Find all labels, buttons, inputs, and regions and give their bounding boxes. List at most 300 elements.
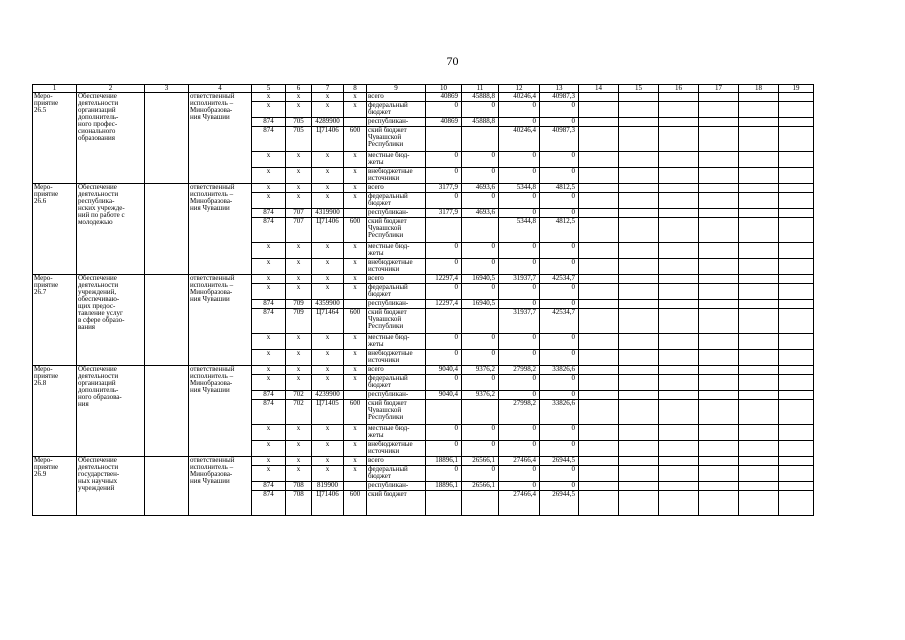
empty-cell xyxy=(619,275,659,284)
grbs-code: x xyxy=(252,193,286,209)
expense-type-code: x xyxy=(344,457,367,466)
empty-cell xyxy=(659,218,699,243)
section-code: 709 xyxy=(286,300,312,309)
empty-cell xyxy=(699,441,739,457)
grbs-code: 874 xyxy=(252,118,286,127)
value-cell: 4693,6 xyxy=(462,209,499,218)
empty-cell xyxy=(619,102,659,118)
value-cell: 45888,8 xyxy=(462,93,499,102)
empty-cell xyxy=(779,400,814,425)
value-cell: 0 xyxy=(462,425,499,441)
value-cell: 42534,7 xyxy=(540,275,579,284)
empty-cell xyxy=(739,334,779,350)
value-cell: 0 xyxy=(499,482,540,491)
grbs-code: x xyxy=(252,466,286,482)
target-item-code: Ц71406 xyxy=(312,491,344,516)
empty-cell xyxy=(779,309,814,334)
column-header: 4 xyxy=(189,85,252,93)
target-item-code: x xyxy=(312,243,344,259)
table-row xyxy=(33,275,814,284)
measure-name: Обеспечение деятельности организаций дополнитель- ного профес- сионального образования xyxy=(77,93,145,184)
expense-type-code: 600 xyxy=(344,218,367,243)
value-cell: 27466,4 xyxy=(499,491,540,516)
funding-source: всего xyxy=(367,93,426,102)
expense-type-code: 600 xyxy=(344,491,367,516)
budget-table xyxy=(32,84,814,516)
value-cell: 40987,3 xyxy=(540,93,579,102)
target-item-code: x xyxy=(312,168,344,184)
empty-cell xyxy=(739,350,779,366)
grbs-code: x xyxy=(252,168,286,184)
empty-cell xyxy=(699,193,739,209)
section-code: 707 xyxy=(286,209,312,218)
measure-name: Обеспечение деятельности республика- нских учрежде- ний по работе с молодежью xyxy=(77,184,145,275)
empty-cell xyxy=(659,193,699,209)
value-cell: 0 xyxy=(426,375,462,391)
value-cell: 26566,1 xyxy=(462,457,499,466)
value-cell: 0 xyxy=(462,350,499,366)
empty-cell xyxy=(619,334,659,350)
column-header: 13 xyxy=(540,85,579,93)
empty-cell xyxy=(779,350,814,366)
empty-cell xyxy=(739,400,779,425)
value-cell: 0 xyxy=(540,375,579,391)
target-item-code: x xyxy=(312,375,344,391)
empty-cell xyxy=(739,152,779,168)
value-cell: 0 xyxy=(499,284,540,300)
column-header: 14 xyxy=(579,85,619,93)
expense-type-code: x xyxy=(344,259,367,275)
table-row xyxy=(33,366,814,375)
section-code: x xyxy=(286,466,312,482)
empty-cell xyxy=(579,482,619,491)
value-cell: 16940,5 xyxy=(462,275,499,284)
column-header: 9 xyxy=(367,85,426,93)
value-cell: 4693,6 xyxy=(462,184,499,193)
expense-type-code: x xyxy=(344,152,367,168)
empty-cell xyxy=(779,118,814,127)
empty-cell xyxy=(659,284,699,300)
empty-cell xyxy=(619,400,659,425)
empty-cell xyxy=(659,300,699,309)
section-code: x xyxy=(286,259,312,275)
empty-cell xyxy=(739,102,779,118)
empty-cell xyxy=(699,259,739,275)
value-cell: 0 xyxy=(540,168,579,184)
value-cell: 0 xyxy=(426,350,462,366)
measure-code: Меро- приятие 26.6 xyxy=(33,184,77,275)
funding-source: ский бюджет Чувашской Республики xyxy=(367,400,426,425)
grbs-code: x xyxy=(252,375,286,391)
empty-cell xyxy=(579,243,619,259)
empty-cell xyxy=(699,400,739,425)
empty-cell xyxy=(579,425,619,441)
value-cell: 33826,6 xyxy=(540,400,579,425)
empty-cell xyxy=(579,441,619,457)
value-cell: 0 xyxy=(462,259,499,275)
value-cell: 0 xyxy=(540,284,579,300)
table-row xyxy=(33,93,814,102)
value-cell: 0 xyxy=(540,441,579,457)
value-cell: 31937,7 xyxy=(499,275,540,284)
value-cell: 0 xyxy=(540,350,579,366)
funding-source: федеральный бюджет xyxy=(367,466,426,482)
empty-cell xyxy=(619,118,659,127)
empty-cell xyxy=(779,441,814,457)
empty-cell xyxy=(145,457,189,516)
empty-cell xyxy=(579,457,619,466)
empty-cell xyxy=(619,168,659,184)
measure-name: Обеспечение деятельности организаций дополнитель- ного образова- ния xyxy=(77,366,145,457)
empty-cell xyxy=(779,457,814,466)
section-code: x xyxy=(286,184,312,193)
value-cell: 0 xyxy=(540,334,579,350)
value-cell: 31937,7 xyxy=(499,309,540,334)
funding-source: местные бюд- жеты xyxy=(367,152,426,168)
empty-cell xyxy=(739,466,779,482)
value-cell: 0 xyxy=(499,193,540,209)
empty-cell xyxy=(619,350,659,366)
empty-cell xyxy=(579,118,619,127)
empty-cell xyxy=(699,93,739,102)
empty-cell xyxy=(699,466,739,482)
empty-cell xyxy=(779,466,814,482)
value-cell: 0 xyxy=(499,118,540,127)
expense-type-code xyxy=(344,391,367,400)
expense-type-code: x xyxy=(344,425,367,441)
target-item-code: 4289900 xyxy=(312,118,344,127)
empty-cell xyxy=(619,366,659,375)
empty-cell xyxy=(779,366,814,375)
expense-type-code: x xyxy=(344,275,367,284)
section-code: 708 xyxy=(286,482,312,491)
value-cell: 0 xyxy=(540,152,579,168)
empty-cell xyxy=(619,391,659,400)
target-item-code: x xyxy=(312,441,344,457)
target-item-code: x xyxy=(312,93,344,102)
value-cell: 27998,2 xyxy=(499,366,540,375)
empty-cell xyxy=(579,491,619,516)
funding-source: ский бюджет Чувашской Республики xyxy=(367,218,426,243)
expense-type-code: x xyxy=(344,441,367,457)
empty-cell xyxy=(619,375,659,391)
value-cell: 0 xyxy=(499,334,540,350)
grbs-code: x xyxy=(252,93,286,102)
funding-source: местные бюд- жеты xyxy=(367,243,426,259)
empty-cell xyxy=(779,193,814,209)
funding-source: всего xyxy=(367,457,426,466)
empty-cell xyxy=(659,366,699,375)
expense-type-code xyxy=(344,209,367,218)
empty-cell xyxy=(619,259,659,275)
funding-source: федеральный бюджет xyxy=(367,284,426,300)
empty-cell xyxy=(619,457,659,466)
empty-cell xyxy=(659,441,699,457)
measure-name: Обеспечение деятельности государствен- ных научных учреждений xyxy=(77,457,145,516)
empty-cell xyxy=(699,366,739,375)
funding-source: внебюджетные источники xyxy=(367,259,426,275)
measure-name: Обеспечение деятельности учреждений, обеспечиваю- щих предос- тавление услуг в сфере образо- вания xyxy=(77,275,145,366)
empty-cell xyxy=(659,275,699,284)
section-code: x xyxy=(286,275,312,284)
empty-cell xyxy=(579,366,619,375)
grbs-code: x xyxy=(252,284,286,300)
column-header: 3 xyxy=(145,85,189,93)
value-cell: 3177,9 xyxy=(426,184,462,193)
funding-source: местные бюд- жеты xyxy=(367,425,426,441)
value-cell: 0 xyxy=(462,284,499,300)
value-cell: 12297,4 xyxy=(426,275,462,284)
value-cell: 0 xyxy=(426,425,462,441)
value-cell: 26944,5 xyxy=(540,491,579,516)
empty-cell xyxy=(579,184,619,193)
value-cell: 0 xyxy=(540,193,579,209)
column-header: 15 xyxy=(619,85,659,93)
empty-cell xyxy=(739,366,779,375)
empty-cell xyxy=(659,93,699,102)
empty-cell xyxy=(779,184,814,193)
target-item-code: x xyxy=(312,457,344,466)
funding-source: республикан- xyxy=(367,118,426,127)
empty-cell xyxy=(739,259,779,275)
value-cell: 0 xyxy=(540,243,579,259)
empty-cell xyxy=(145,184,189,275)
empty-cell xyxy=(699,152,739,168)
grbs-code: 874 xyxy=(252,391,286,400)
empty-cell xyxy=(145,366,189,457)
empty-cell xyxy=(699,218,739,243)
empty-cell xyxy=(659,118,699,127)
executor-cell: ответственный исполнитель – Минобразова- ния Чувашии xyxy=(189,275,252,366)
target-item-code: x xyxy=(312,152,344,168)
value-cell: 16940,5 xyxy=(462,300,499,309)
empty-cell xyxy=(579,400,619,425)
value-cell: 0 xyxy=(426,193,462,209)
empty-cell xyxy=(659,425,699,441)
empty-cell xyxy=(779,93,814,102)
value-cell: 0 xyxy=(426,259,462,275)
value-cell: 0 xyxy=(540,209,579,218)
grbs-code: 874 xyxy=(252,127,286,152)
column-header: 1 xyxy=(33,85,77,93)
empty-cell xyxy=(699,350,739,366)
section-code: x xyxy=(286,102,312,118)
value-cell: 0 xyxy=(462,152,499,168)
value-cell: 0 xyxy=(499,300,540,309)
grbs-code: 874 xyxy=(252,491,286,516)
column-header: 16 xyxy=(659,85,699,93)
funding-source: внебюджетные источники xyxy=(367,168,426,184)
empty-cell xyxy=(739,375,779,391)
target-item-code: x xyxy=(312,259,344,275)
section-code: 702 xyxy=(286,400,312,425)
value-cell: 40246,4 xyxy=(499,93,540,102)
empty-cell xyxy=(659,491,699,516)
empty-cell xyxy=(699,209,739,218)
grbs-code: 874 xyxy=(252,300,286,309)
value-cell: 27998,2 xyxy=(499,400,540,425)
measure-code: Меро- приятие 26.7 xyxy=(33,275,77,366)
value-cell: 0 xyxy=(540,300,579,309)
empty-cell xyxy=(739,491,779,516)
empty-cell xyxy=(579,375,619,391)
measure-code: Меро- приятие 26.9 xyxy=(33,457,77,516)
column-header: 19 xyxy=(779,85,814,93)
table-row xyxy=(33,184,814,193)
value-cell: 0 xyxy=(499,391,540,400)
value-cell: 0 xyxy=(499,425,540,441)
measure-code: Меро- приятие 26.5 xyxy=(33,93,77,184)
empty-cell xyxy=(579,209,619,218)
empty-cell xyxy=(659,400,699,425)
empty-cell xyxy=(699,309,739,334)
empty-cell xyxy=(659,391,699,400)
value-cell: 0 xyxy=(499,152,540,168)
empty-cell xyxy=(659,309,699,334)
section-code: x xyxy=(286,425,312,441)
value-cell: 0 xyxy=(540,102,579,118)
value-cell: 0 xyxy=(462,102,499,118)
empty-cell xyxy=(779,243,814,259)
column-header: 2 xyxy=(77,85,145,93)
section-code: x xyxy=(286,284,312,300)
empty-cell xyxy=(699,243,739,259)
empty-cell xyxy=(619,209,659,218)
target-item-code: Ц71464 xyxy=(312,309,344,334)
empty-cell xyxy=(699,375,739,391)
section-code: 702 xyxy=(286,391,312,400)
empty-cell xyxy=(779,209,814,218)
section-code: x xyxy=(286,168,312,184)
empty-cell xyxy=(659,209,699,218)
empty-cell xyxy=(779,152,814,168)
value-cell: 0 xyxy=(499,259,540,275)
section-code: x xyxy=(286,350,312,366)
funding-source: ский бюджет Чувашской Республики xyxy=(367,127,426,152)
expense-type-code: x xyxy=(344,466,367,482)
value-cell: 0 xyxy=(426,284,462,300)
expense-type-code: x xyxy=(344,243,367,259)
empty-cell xyxy=(779,375,814,391)
expense-type-code: x xyxy=(344,366,367,375)
empty-cell xyxy=(659,350,699,366)
target-item-code: x xyxy=(312,275,344,284)
funding-source: всего xyxy=(367,366,426,375)
section-code: 705 xyxy=(286,127,312,152)
value-cell: 0 xyxy=(426,152,462,168)
grbs-code: x xyxy=(252,275,286,284)
expense-type-code: x xyxy=(344,184,367,193)
grbs-code: x xyxy=(252,425,286,441)
empty-cell xyxy=(779,259,814,275)
target-item-code: x xyxy=(312,425,344,441)
grbs-code: 874 xyxy=(252,218,286,243)
column-header: 12 xyxy=(499,85,540,93)
value-cell: 40869 xyxy=(426,93,462,102)
empty-cell xyxy=(739,193,779,209)
funding-source: местные бюд- жеты xyxy=(367,334,426,350)
value-cell xyxy=(462,400,499,425)
empty-cell xyxy=(739,482,779,491)
value-cell: 0 xyxy=(426,168,462,184)
empty-cell xyxy=(699,300,739,309)
empty-cell xyxy=(579,102,619,118)
section-code: x xyxy=(286,375,312,391)
value-cell: 0 xyxy=(462,243,499,259)
value-cell: 0 xyxy=(499,441,540,457)
funding-source: республикан- xyxy=(367,209,426,218)
column-header: 8 xyxy=(344,85,367,93)
column-header: 11 xyxy=(462,85,499,93)
value-cell: 18896,1 xyxy=(426,457,462,466)
funding-source: ский бюджет Чувашской Республики xyxy=(367,309,426,334)
executor-cell: ответственный исполнитель – Минобразова- ния Чувашии xyxy=(189,184,252,275)
empty-cell xyxy=(699,457,739,466)
grbs-code: 874 xyxy=(252,209,286,218)
empty-cell xyxy=(779,425,814,441)
target-item-code: 819900 xyxy=(312,482,344,491)
empty-cell xyxy=(619,482,659,491)
empty-cell xyxy=(619,309,659,334)
section-code: 707 xyxy=(286,218,312,243)
value-cell xyxy=(426,491,462,516)
value-cell: 27466,4 xyxy=(499,457,540,466)
value-cell xyxy=(462,127,499,152)
value-cell: 0 xyxy=(499,375,540,391)
empty-cell xyxy=(779,491,814,516)
target-item-code: x xyxy=(312,366,344,375)
grbs-code: x xyxy=(252,259,286,275)
empty-cell xyxy=(579,168,619,184)
section-code: x xyxy=(286,441,312,457)
page-number: 70 xyxy=(446,54,459,68)
value-cell xyxy=(426,127,462,152)
value-cell: 4812,5 xyxy=(540,184,579,193)
empty-cell xyxy=(739,243,779,259)
empty-cell xyxy=(579,466,619,482)
expense-type-code: x xyxy=(344,350,367,366)
grbs-code: x xyxy=(252,102,286,118)
empty-cell xyxy=(619,491,659,516)
empty-cell xyxy=(739,457,779,466)
empty-cell xyxy=(659,168,699,184)
target-item-code: 4359900 xyxy=(312,300,344,309)
value-cell: 0 xyxy=(540,259,579,275)
section-code: x xyxy=(286,334,312,350)
empty-cell xyxy=(779,334,814,350)
value-cell: 0 xyxy=(499,168,540,184)
value-cell: 0 xyxy=(499,466,540,482)
empty-cell xyxy=(659,457,699,466)
value-cell: 9040,4 xyxy=(426,366,462,375)
target-item-code: x xyxy=(312,350,344,366)
value-cell xyxy=(462,491,499,516)
value-cell: 0 xyxy=(426,466,462,482)
empty-cell xyxy=(579,218,619,243)
value-cell: 9040,4 xyxy=(426,391,462,400)
value-cell: 0 xyxy=(462,334,499,350)
value-cell: 45888,8 xyxy=(462,118,499,127)
grbs-code: x xyxy=(252,441,286,457)
value-cell xyxy=(426,309,462,334)
empty-cell xyxy=(579,127,619,152)
column-header: 6 xyxy=(286,85,312,93)
value-cell: 4812,5 xyxy=(540,218,579,243)
empty-cell xyxy=(739,300,779,309)
empty-cell xyxy=(579,391,619,400)
empty-cell xyxy=(659,259,699,275)
value-cell xyxy=(462,309,499,334)
